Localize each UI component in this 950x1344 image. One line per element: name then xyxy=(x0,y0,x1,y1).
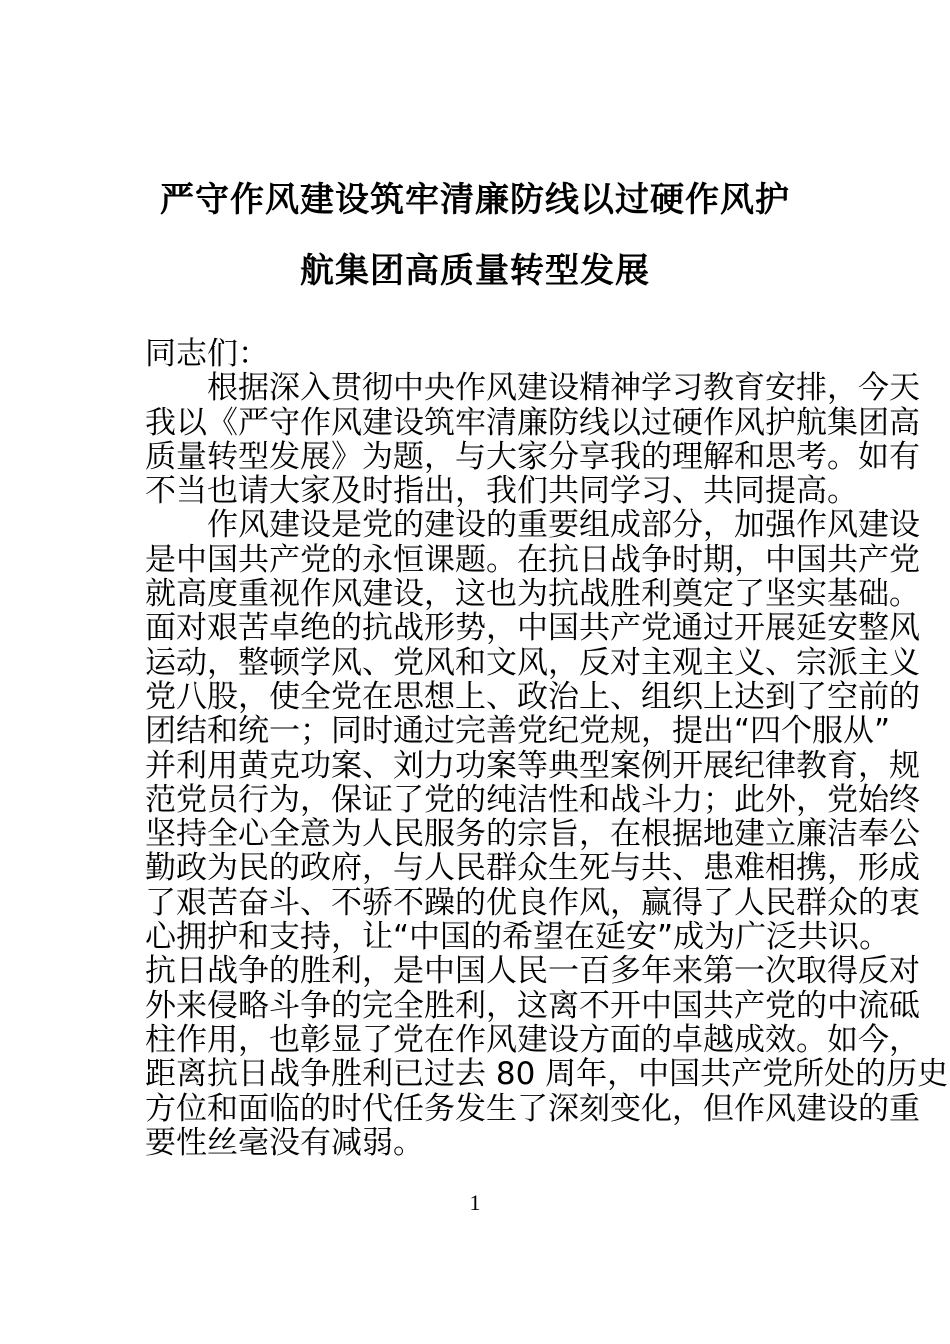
paragraph-line: 团结和统一；同时通过完善党纪党规，提出“四个服从” xyxy=(145,713,891,750)
paragraph-line: 根据深入贯彻中央作风建设精神学习教育安排，今天 xyxy=(207,370,920,407)
paragraph-line: 面对艰苦卓绝的抗战形势，中国共产党通过开展延安整风 xyxy=(145,610,920,647)
salutation: 同志们： xyxy=(145,336,269,372)
paragraph-line: 距离抗日战争胜利已过去 80 周年，中国共产党所处的历史 xyxy=(145,1056,949,1093)
paragraph-line: 心拥护和支持，让“中国的希望在延安”成为广泛共识。 xyxy=(145,919,891,956)
paragraph-line: 抗日战争的胜利，是中国人民一百多年来第一次取得反对 xyxy=(145,953,920,990)
paragraph-line: 柱作用，也彰显了党在作风建设方面的卓越成效。如今， xyxy=(145,1021,920,1058)
paragraph-line: 党八股，使全党在思想上、政治上、组织上达到了空前的 xyxy=(145,678,920,715)
paragraph-line: 要性丝毫没有减弱。 xyxy=(145,1124,424,1161)
paragraph-line: 就高度重视作风建设，这也为抗战胜利奠定了坚实基础。 xyxy=(145,576,920,613)
paragraph-line: 坚持全心全意为人民服务的宗旨，在根据地建立廉洁奉公 xyxy=(145,816,920,853)
paragraph-line: 勤政为民的政府，与人民群众生死与共、患难相携，形成 xyxy=(145,850,920,887)
paragraph-line: 质量转型发展》为题，与大家分享我的理解和思考。如有 xyxy=(145,438,920,475)
paragraph-line: 范党员行为，保证了党的纯洁性和战斗力；此外，党始终 xyxy=(145,781,920,818)
paragraph-line: 我以《严守作风建设筑牢清廉防线以过硬作风护航集团高 xyxy=(145,404,920,441)
paragraph-line: 并利用黄克功案、刘力功案等典型案例开展纪律教育，规 xyxy=(145,747,920,784)
paragraph-line: 方位和面临的时代任务发生了深刻变化，但作风建设的重 xyxy=(145,1090,920,1127)
document-body xyxy=(145,336,949,1161)
document-title-line-1: 严守作风建设筑牢清廉防线以过硬作风护 xyxy=(160,180,790,220)
paragraph-line: 不当也请大家及时指出，我们共同学习、共同提高。 xyxy=(145,473,858,510)
paragraph-line: 作风建设是党的建设的重要组成部分，加强作风建设 xyxy=(207,507,920,544)
paragraph-line: 了艰苦奋斗、不骄不躁的优良作风，赢得了人民群众的衷 xyxy=(145,884,920,921)
paragraphs xyxy=(145,370,949,1161)
page-number: 1 xyxy=(469,1190,481,1215)
paragraph-line: 是中国共产党的永恒课题。在抗日战争时期，中国共产党 xyxy=(145,541,920,578)
paragraph-line: 运动，整顿学风、党风和文风，反对主观主义、宗派主义 xyxy=(145,644,920,681)
document-title-line-2: 航集团高质量转型发展 xyxy=(300,251,650,291)
paragraph-line: 外来侵略斗争的完全胜利，这离不开中国共产党的中流砥 xyxy=(145,987,920,1024)
paragraph xyxy=(145,507,949,1161)
paragraph xyxy=(145,370,920,510)
